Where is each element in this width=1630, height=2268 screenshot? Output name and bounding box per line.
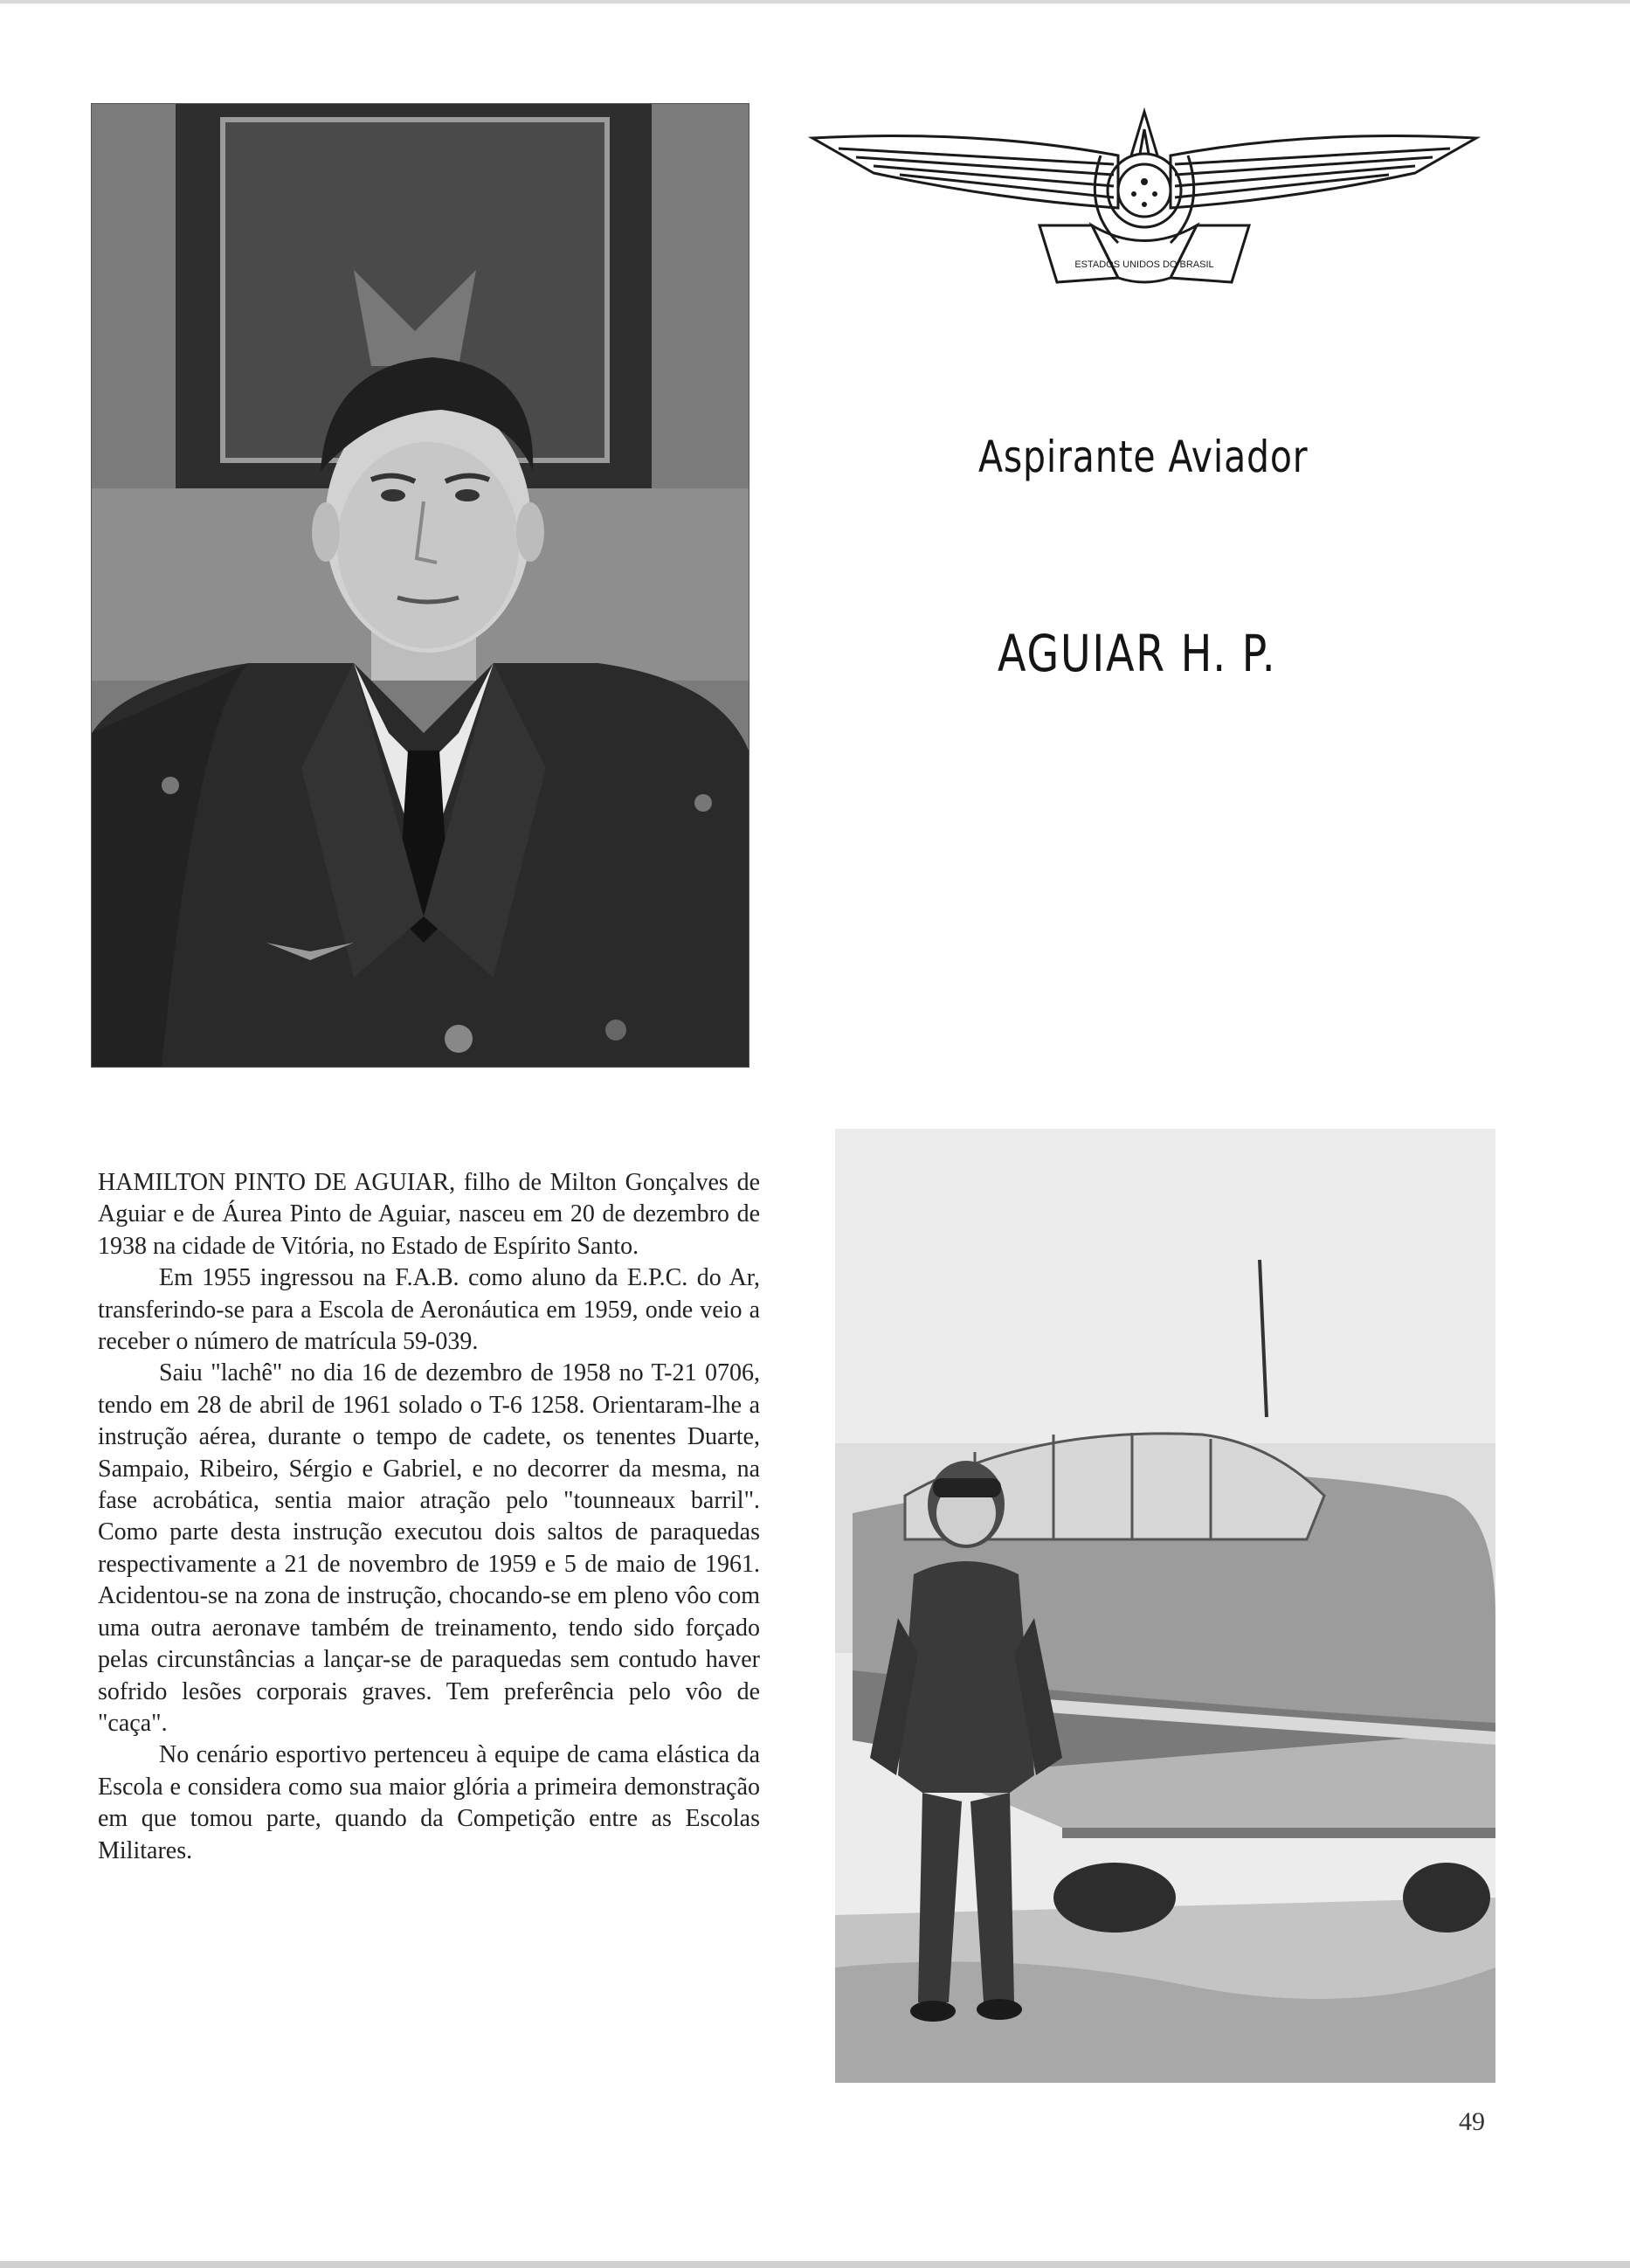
portrait-illustration (92, 104, 749, 1067)
bio-paragraph: Saiu "lachê" no dia 16 de dezembro de 1958 no T-21 0706, tendo em 28 de abril de 1961 solado o T-6 1258. Orientaram-lhe a instrução aérea, durante o tempo de cadete, os tenentes Duarte, Sampaio, Ribeiro, Sérgio e Gabriel, e no decorrer da mesma, na fase acrobática, sentia maior atração pelo "tounneaux barril". Como parte desta instrução executou dois saltos de paraquedas respectivamente a 21 de novembro de 1959 e 5 de maio de 1961. Acidentou-se na zona de instrução, chocando-se em pleno vôo com uma outra aeronave também de treinamento, tendo sido forçado pelas circunstâncias a lançar-se de paraquedas sem contudo haver sofrido lesões corporais graves. Tem preferência pelo vôo de "caça". (98, 1359, 760, 1737)
page-number: 49 (1459, 2107, 1485, 2136)
emblem-motto: ESTADOS UNIDOS DO BRASIL (1074, 259, 1214, 270)
airplane-photo (835, 1129, 1495, 2083)
bio-paragraph: HAMILTON PINTO DE AGUIAR, filho de Milton Gonçalves de Aguiar e de Áurea Pinto de Aguiar, nasceu em 20 de dezembro de 1938 na cidade de Vitória, no Estado de Espírito Santo. (98, 1169, 760, 1260)
bio-paragraph: No cenário esportivo pertenceu à equipe de cama elástica da Escola e considera como sua maior glória a primeira demonstração em que tomou parte, quando da Competição entre as Escolas Militares. (98, 1741, 760, 1864)
page-bottom-edge (0, 2261, 1630, 2268)
airplane-illustration (835, 1129, 1495, 2083)
air-force-wings-emblem-icon (804, 103, 1485, 304)
rank-title: Aspirante Aviador (978, 432, 1309, 482)
cadet-name: AGUIAR H. P. (998, 624, 1277, 683)
biography-text (98, 1167, 760, 1867)
portrait-photo (91, 103, 749, 1068)
page-top-edge (0, 0, 1630, 3)
bio-paragraph: Em 1955 ingressou na F.A.B. como aluno da E.P.C. do Ar, transferindo-se para a Escola de Aeronáutica em 1959, onde veio a receber o número de matrícula 59-039. (98, 1264, 760, 1356)
